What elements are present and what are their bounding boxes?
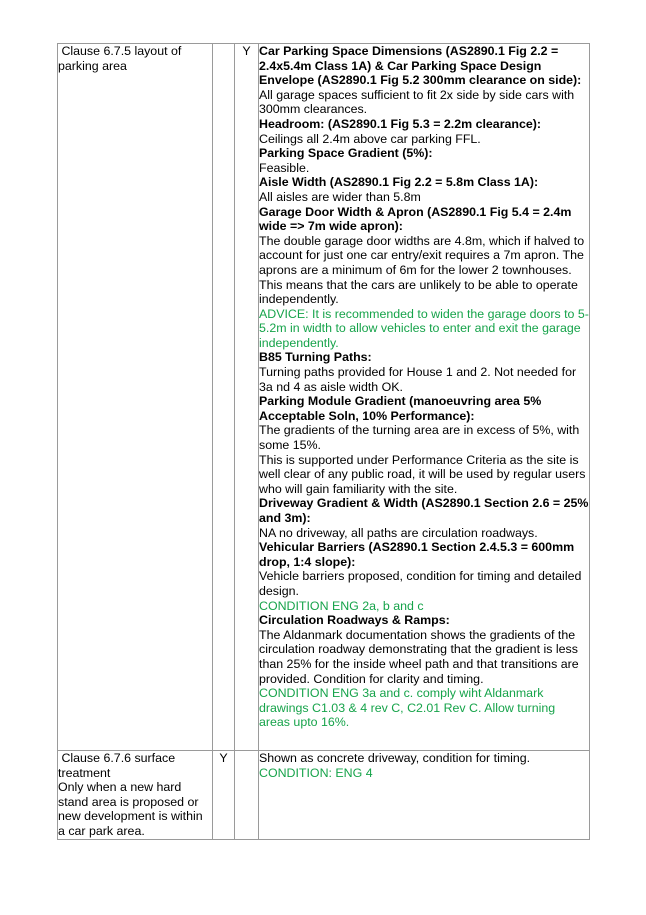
assessment-text: Turning paths provided for House 1 and 2. Not needed for 3a nd 4 as aisle width OK. [259,365,577,394]
column-2-cell [213,44,235,751]
assessment-cell [259,751,590,840]
assessment-text: The Aldanmark documentation shows the gradients of the circulation roadway demonstrating that the gradient is less than 25% for the inside wheel path and that transitions are provided. Condition for clarity and timing. [259,627,579,686]
assessment-heading: Aisle Width (AS2890.1 Fig 2.2 = 5.8m Class 1A): [259,175,539,190]
condition-note: CONDITION: ENG 4 [259,765,373,780]
clause-cell [58,751,213,840]
compliance-yes-cell: Y [235,44,259,751]
assessment-text: The gradients of the turning area are in excess of 5%, with some 15%. [259,423,580,453]
advice-note: ADVICE: It is recommended to widen the garage doors to 5-5.2m in width to allow vehicles to enter and exit the garage independently. [259,306,589,350]
assessment-text: All aisles are wider than 5.8m [259,189,421,204]
assessment-text: Ceilings all 2.4m above car parking FFL. [259,131,481,146]
assessment-heading: B85 Turning Paths: [259,350,372,365]
assessment-heading: Circulation Roadways & Ramps: [259,613,450,628]
assessment-text: Feasible. [259,160,310,175]
condition-note: CONDITION ENG 3a and c. comply wiht Aldanmark drawings C1.03 & 4 rev C, C2.01 Rev C. Allow turning areas upto 16%. [259,686,556,730]
compliance-table [57,43,590,840]
assessment-heading: Parking Module Gradient (manoeuvring area 5% Acceptable Soln, 10% Performance): [259,394,542,423]
assessment-text: NA no driveway, all paths are circulation roadways. [259,525,538,540]
clause-title: Clause 6.7.6 surface treatment [58,751,179,780]
assessment-text: Shown as concrete driveway, condition for timing. [259,751,531,765]
assessment-heading: Vehicular Barriers (AS2890.1 Section 2.4.5.3 = 600mm drop, 1:4 slope): [259,540,575,569]
assessment-cell [259,44,590,751]
assessment-heading: Driveway Gradient & Width (AS2890.1 Section 2.6 = 25% and 3m): [259,496,589,525]
condition-note: CONDITION ENG 2a, b and c [259,598,424,613]
table-row [58,751,590,840]
assessment-text: The double garage door widths are 4.8m, which if halved to account for just one car entry/exit requires a 7m apron. The aprons are a minimum of 6m for the lower 2 townhouses. This means that the cars are unlikely to be able to operate independently. [259,233,585,307]
clause-title: Clause 6.7.5 layout of parking area [58,44,185,73]
assessment-heading: Garage Door Width & Apron (AS2890.1 Fig 5.4 = 2.4m wide => 7m wide apron): [259,204,572,234]
clause-note: Only when a new hard stand area is proposed or new development is within a car park area. [58,780,203,838]
clause-cell [58,44,213,751]
assessment-heading: Parking Space Gradient (5%): [259,146,433,161]
assessment-text: Vehicle barriers proposed, condition for timing and detailed design. [259,569,582,598]
assessment-text: All garage spaces sufficient to fit 2x side by side cars with 300mm clearances. [259,87,575,117]
compliance-yes-cell: Y [213,751,235,840]
table-row [58,44,590,751]
column-3-cell [235,751,259,840]
assessment-heading: Headroom: (AS2890.1 Fig 5.3 = 2.2m clearance): [259,116,542,131]
assessment-heading: Car Parking Space Dimensions (AS2890.1 Fig 2.2 = 2.4x5.4m Class 1A) & Car Parking Space Design Envelope (AS2890.1 Fig 5.2 300mm clearance on side): [259,44,582,88]
assessment-text: This is supported under Performance Criteria as the site is well clear of any public road, it will be used by regular users who will gain familiarity with the site. [259,452,586,496]
